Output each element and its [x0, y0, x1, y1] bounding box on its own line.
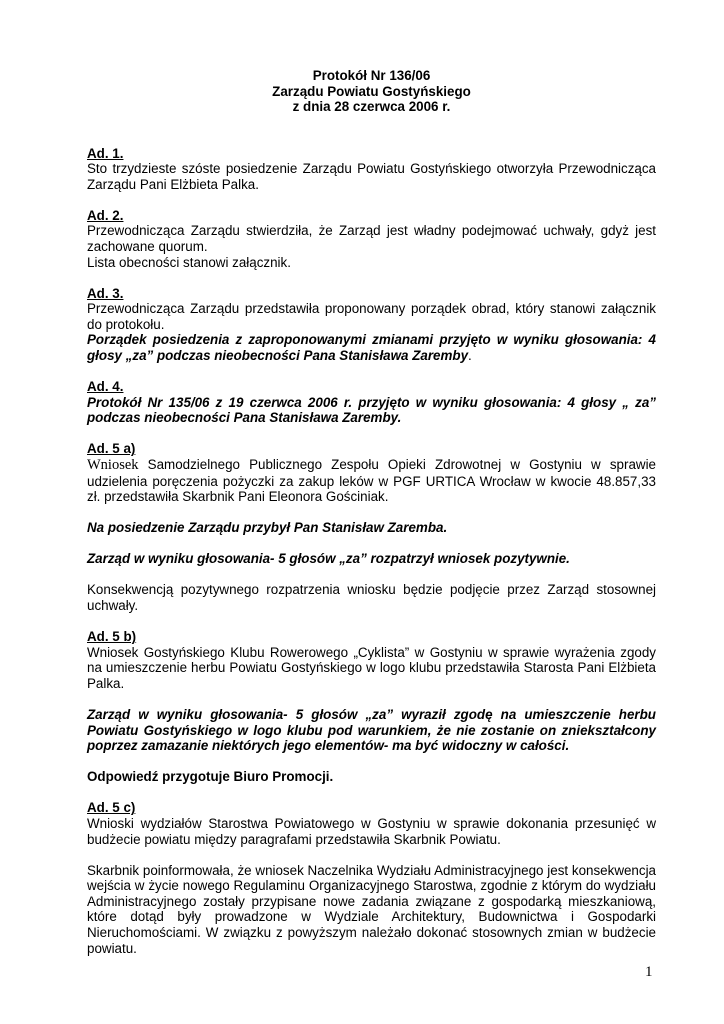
section-decision: [87, 332, 656, 363]
section-heading: Ad. 2.: [87, 207, 124, 223]
title-line-1: Protokół Nr 136/06: [312, 68, 431, 83]
section-heading: Ad. 5 b): [87, 629, 137, 645]
decision-text: Porządek posiedzenia z zaproponowanymi zmianami przyjęto w wyniku głosowania: 4 głosy „za” podczas nieobecności Pana Stanisława Zaremby: [87, 332, 656, 364]
section-text: Sto trzydzieste szóste posiedzenie Zarządu Powiatu Gostyńskiego otworzyła Przewodnicząca Zarządu Pani Elżbieta Palka.: [87, 161, 656, 192]
title-line-3: z dnia 28 czerwca 2006 r.: [292, 99, 451, 114]
section-heading: Ad. 3.: [87, 285, 124, 301]
section-heading: Ad. 5 c): [87, 800, 136, 816]
page-number: 1: [645, 964, 653, 980]
response-note: Odpowiedź przygotuje Biuro Promocji.: [87, 769, 334, 785]
section-text: Przewodnicząca Zarządu przedstawiła proponowany porządek obrad, który stanowi załącznik do protokołu.: [87, 301, 656, 332]
section-ad-1: [87, 146, 656, 193]
section-text: Wniosek Gostyńskiego Klubu Rowerowego „Cyklista” w Gostyniu w sprawie wyrażenia zgody na umieszczenie herbu Powiatu Gostyńskiego w logo klubu przedstawiła Starosta Pani Elżbieta Palka.: [87, 644, 656, 691]
section-text-2: Skarbnik poinformowała, że wniosek Naczelnika Wydziału Administracyjnego jest konsekwencja wejścia w życie nowego Regulaminu Organizacyjnego Starostwa, zgodnie z którym do wydziału Administracyjnego zostały przypisane nowe zadania związane z gospodarką mieszkaniową, które dotąd były prowadzone w Wydziale Architektury, Budownictwa i Gospodarki Nieruchomościami. W związku z powyższym należało dokonać stosownych zmian w budżecie powiatu.: [87, 862, 656, 956]
lead-rest: Samodzielnego Publicznego Zespołu Opieki Zdrowotnej w Gostyniu w sprawie udzielenia poręczenia pożyczki za zakup leków w PGF URTICA Wrocław w kwocie 48.857,33 zł. przedstawiła Skarbnik Pani Eleonora Gościniak.: [87, 457, 656, 505]
section-heading: Ad. 4.: [87, 379, 124, 395]
section-ad-4: [87, 379, 656, 426]
decision-period: .: [468, 348, 472, 364]
section-heading: Ad. 1.: [87, 145, 124, 161]
section-ad-5a: [87, 441, 656, 613]
arrival-note: Na posiedzenie Zarządu przybył Pan Stanisław Zaremba.: [87, 520, 448, 536]
document-page: [87, 68, 656, 956]
section-ad-3: [87, 286, 656, 364]
section-text: Przewodnicząca Zarządu stwierdziła, że Zarząd jest władny podejmować uchwały, gdyż jest zachowane quorum.: [87, 223, 656, 254]
document-title: [87, 68, 656, 115]
consequence-text: Konsekwencją pozytywnego rozpatrzenia wniosku będzie podjęcie przez Zarząd stosownej uchwały.: [87, 582, 656, 614]
section-ad-5b: [87, 629, 656, 785]
section-text: [87, 457, 656, 505]
section-ad-5c: [87, 800, 656, 956]
section-text: Wnioski wydziałów Starostwa Powiatowego w Gostyniu w sprawie dokonania przesunięć w budżecie powiatu między paragrafami przedstawiła Skarbnik Powiatu.: [87, 816, 656, 847]
section-decision: Zarząd w wyniku głosowania- 5 głosów „za” wyraził zgodę na umieszczenie herbu Powiatu Gostyńskiego w logo klubu pod warunkiem, że nie zostanie on zniekształcony poprzez zamazanie niektórych jego elementów- ma być widoczny w całości.: [87, 707, 656, 754]
section-ad-2: [87, 208, 656, 270]
section-text-2: Lista obecności stanowi załącznik.: [87, 254, 291, 270]
section-heading: Ad. 5 a): [87, 441, 136, 457]
title-line-2: Zarządu Powiatu Gostyńskiego: [272, 83, 471, 99]
lead-word: Wniosek: [87, 457, 139, 473]
section-decision: Zarząd w wyniku głosowania- 5 głosów „za” rozpatrzył wniosek pozytywnie.: [87, 551, 570, 567]
section-decision: Protokół Nr 135/06 z 19 czerwca 2006 r. przyjęto w wyniku głosowania: 4 głosy „ za” podczas nieobecności Pana Stanisława Zaremby.: [87, 394, 656, 426]
